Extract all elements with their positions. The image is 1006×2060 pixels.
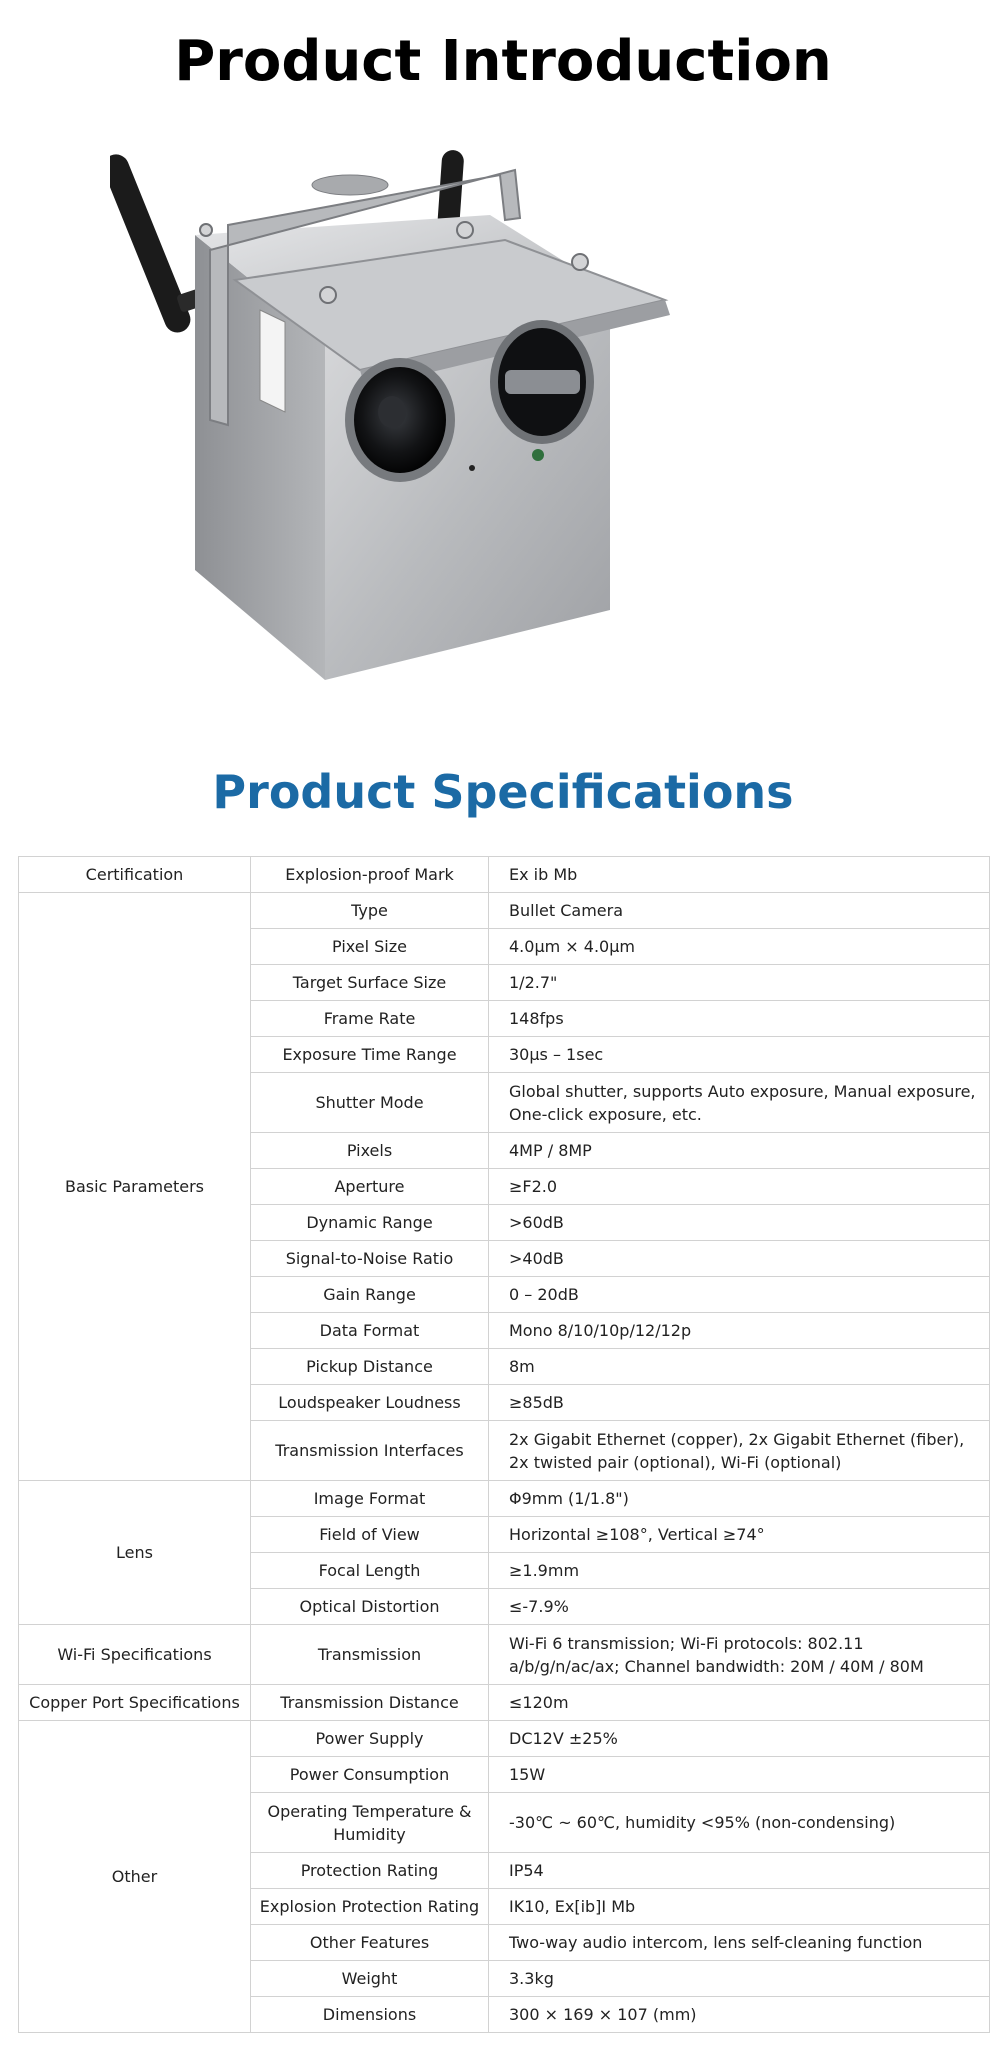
spec-param: Pickup Distance: [251, 1349, 489, 1385]
spec-value: 1/2.7": [489, 965, 990, 1001]
spec-param: Pixel Size: [251, 929, 489, 965]
spec-value: 0 – 20dB: [489, 1277, 990, 1313]
spec-param: Shutter Mode: [251, 1073, 489, 1133]
spec-param: Frame Rate: [251, 1001, 489, 1037]
table-row: [19, 1625, 990, 1685]
spec-param: Exposure Time Range: [251, 1037, 489, 1073]
spec-param: Power Supply: [251, 1721, 489, 1757]
spec-value: -30℃ ~ 60℃, humidity <95% (non-condensing): [489, 1793, 990, 1853]
spec-group: Basic Parameters: [19, 893, 251, 1481]
table-row: [19, 1685, 990, 1721]
table-row: [19, 1481, 990, 1517]
spec-param: Transmission Distance: [251, 1685, 489, 1721]
spec-value: Mono 8/10/10p/12/12p: [489, 1313, 990, 1349]
spec-param: Optical Distortion: [251, 1589, 489, 1625]
spec-param: Power Consumption: [251, 1757, 489, 1793]
spec-value: Global shutter, supports Auto exposure, Manual exposure, One-click exposure, etc.: [489, 1073, 990, 1133]
table-row: [19, 893, 990, 929]
page-title: Product Introduction: [174, 29, 832, 94]
spec-param: Focal Length: [251, 1553, 489, 1589]
spec-value: 300 × 169 × 107 (mm): [489, 1997, 990, 2033]
spec-value: >40dB: [489, 1241, 990, 1277]
spec-param: Dynamic Range: [251, 1205, 489, 1241]
table-row: [19, 1721, 990, 1757]
product-photo: [110, 150, 910, 720]
spec-value: 2x Gigabit Ethernet (copper), 2x Gigabit Ethernet (fiber), 2x twisted pair (optional), Wi-Fi (optional): [489, 1421, 990, 1481]
spec-value: >60dB: [489, 1205, 990, 1241]
spec-value: IK10, Ex[ib]I Mb: [489, 1889, 990, 1925]
spec-param: Data Format: [251, 1313, 489, 1349]
spec-value: IP54: [489, 1853, 990, 1889]
spec-param: Explosion-proof Mark: [251, 857, 489, 893]
spec-param: Type: [251, 893, 489, 929]
spec-value: ≤120m: [489, 1685, 990, 1721]
spec-value: Two-way audio intercom, lens self-cleaning function: [489, 1925, 990, 1961]
spec-param: Transmission Interfaces: [251, 1421, 489, 1481]
spec-value: 30μs – 1sec: [489, 1037, 990, 1073]
spec-group: Other: [19, 1721, 251, 2033]
spec-param: Field of View: [251, 1517, 489, 1553]
spec-value: 3.3kg: [489, 1961, 990, 1997]
spec-param: Protection Rating: [251, 1853, 489, 1889]
spec-param: Pixels: [251, 1133, 489, 1169]
spec-param: Weight: [251, 1961, 489, 1997]
spec-value: ≥85dB: [489, 1385, 990, 1421]
spec-param: Target Surface Size: [251, 965, 489, 1001]
spec-param: Image Format: [251, 1481, 489, 1517]
spec-param: Operating Temperature & Humidity: [251, 1793, 489, 1853]
spec-value: ≥1.9mm: [489, 1553, 990, 1589]
spec-value: Φ9mm (1/1.8"): [489, 1481, 990, 1517]
spec-param: Aperture: [251, 1169, 489, 1205]
table-row: [19, 857, 990, 893]
spec-param: Other Features: [251, 1925, 489, 1961]
spec-value: Horizontal ≥108°, Vertical ≥74°: [489, 1517, 990, 1553]
spec-value: 8m: [489, 1349, 990, 1385]
spec-value: 15W: [489, 1757, 990, 1793]
specs-table: [18, 856, 990, 2033]
spec-param: Loudspeaker Loudness: [251, 1385, 489, 1421]
spec-param: Transmission: [251, 1625, 489, 1685]
specs-title: Product Specifications: [212, 765, 794, 819]
spec-value: 4MP / 8MP: [489, 1133, 990, 1169]
spec-param: Dimensions: [251, 1997, 489, 2033]
spec-value: 4.0μm × 4.0μm: [489, 929, 990, 965]
spec-value: Ex ib Mb: [489, 857, 990, 893]
spec-group: Lens: [19, 1481, 251, 1625]
spec-group: Wi-Fi Specifications: [19, 1625, 251, 1685]
spec-value: Wi-Fi 6 transmission; Wi-Fi protocols: 802.11 a/b/g/n/ac/ax; Channel bandwidth: 20M / 40M / 80M: [489, 1625, 990, 1685]
spec-value: ≥F2.0: [489, 1169, 990, 1205]
spec-param: Explosion Protection Rating: [251, 1889, 489, 1925]
spec-group: Certification: [19, 857, 251, 893]
spec-value: ≤-7.9%: [489, 1589, 990, 1625]
spec-value: DC12V ±25%: [489, 1721, 990, 1757]
spec-param: Gain Range: [251, 1277, 489, 1313]
spec-group: Copper Port Specifications: [19, 1685, 251, 1721]
spec-value: Bullet Camera: [489, 893, 990, 929]
spec-param: Signal-to-Noise Ratio: [251, 1241, 489, 1277]
spec-value: 148fps: [489, 1001, 990, 1037]
